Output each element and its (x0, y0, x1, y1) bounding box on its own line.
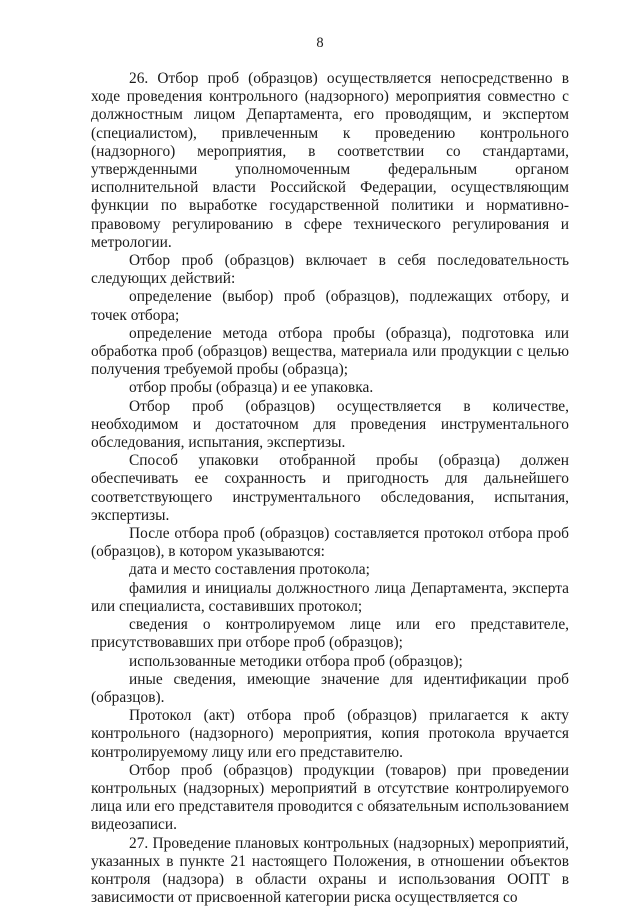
page-number: 8 (316, 35, 324, 51)
list-item-selection: определение (выбор) проб (образцов), подлежащих отбору, и точек отбора; (91, 288, 569, 324)
paragraph-video-recording: Отбор проб (образцов) продукции (товаров) при проведении контрольных (надзорных) мероприятий в отсутствие контролируемого лица или его представителя проводится с обязательным использованием видеозаписи. (91, 761, 569, 834)
list-item-controlled-person: сведения о контролируемом лице или его представителе, присутствовавших при отборе проб (образцов); (91, 616, 569, 652)
paragraph-quantity: Отбор проб (образцов) осуществляется в количестве, необходимом и достаточном для проведения инструментального обследования, испытания, экспертизы. (91, 397, 569, 452)
list-item-packaging: отбор пробы (образца) и ее упаковка. (129, 379, 374, 397)
list-item-official-name: фамилия и инициалы должностного лица Департамента, эксперта или специалиста, составивших протокол; (91, 579, 569, 615)
paragraph-protocol-attachment: Протокол (акт) отбора проб (образцов) прилагается к акту контрольного (надзорного) мероприятия, копия протокола вручается контролируемому лицу или его представителю. (91, 707, 569, 761)
paragraph-packaging-method: Способ упаковки отобранной пробы (образца) должен обеспечивать ее сохранность и пригодность для дальнейшего соответствующего инструментального обследования, испытания, экспертизы. (91, 452, 569, 524)
paragraph-protocol: После отбора проб (образцов) составляется протокол отбора проб (образцов), в котором указываются: (91, 525, 569, 561)
list-item-methods-used: использованные методики отбора проб (образцов); (129, 652, 463, 670)
document-body (91, 70, 569, 907)
list-item-other-info: иные сведения, имеющие значение для идентификации проб (образцов). (91, 670, 569, 706)
list-item-method: определение метода отбора пробы (образца), подготовка или обработка проб (образцов) вещества, материала или продукции с целью получения требуемой пробы (образца); (91, 324, 569, 379)
paragraph-sampling-actions: Отбор проб (образцов) включает в себя последовательность следующих действий: (91, 252, 569, 288)
paragraph-26-sampling: 26. Отбор проб (образцов) осуществляется непосредственно в ходе проведения контрольного (надзорного) мероприятия совместно с должностным лицом Департамента, его проводящим, и экспертом (специалистом), привлеченным к проведению контрольного (надзорного) мероприятия, в соответствии со стандартами, утвержденными уполномоченным федеральным органом исполнительной власти Российской Федерации, осуществляющим функции по выработке государственной политики и нормативно-правовому регулированию в сфере технического регулирования и метрологии. (91, 70, 569, 251)
list-item-date-place: дата и место составления протокола; (129, 561, 370, 579)
paragraph-27-planned-events: 27. Проведение плановых контрольных (надзорных) мероприятий, указанных в пункте 21 настоящего Положения, в отношении объектов контроля (надзора) в области охраны и использования ООПТ в зависимости от присвоенной категории риска осуществляется со (91, 834, 569, 907)
